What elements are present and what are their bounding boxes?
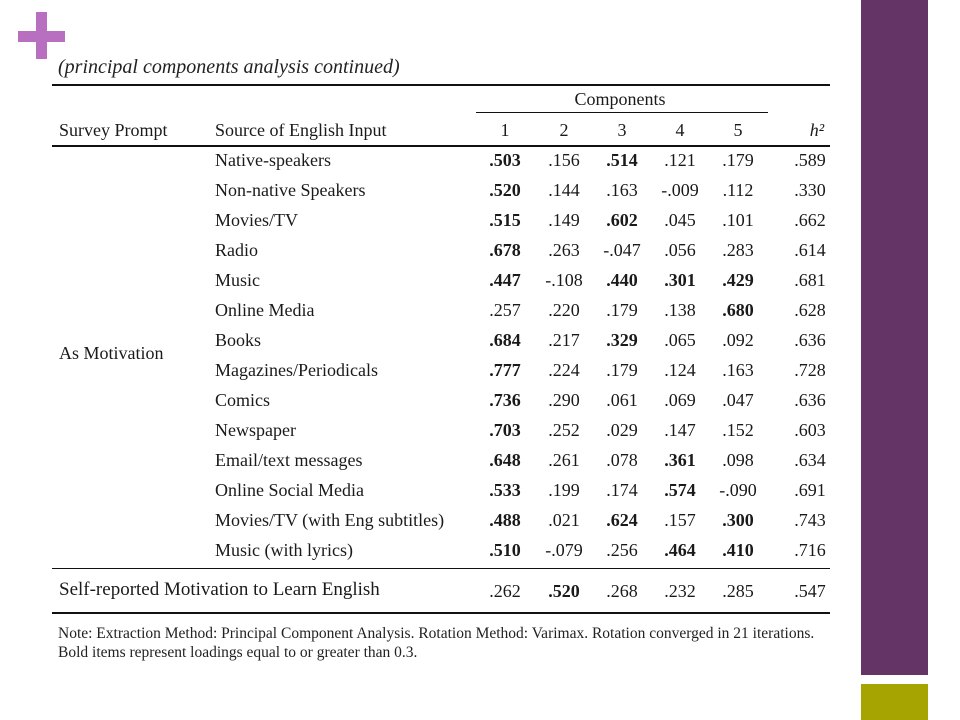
loading-cell: .112: [722, 180, 754, 200]
components-rule: [476, 112, 768, 113]
loading-cell: .300: [722, 510, 754, 530]
survey-prompt-header: Survey Prompt: [59, 120, 168, 140]
loading-cell: .179: [606, 300, 638, 320]
row-source-label: Movies/TV (with Eng subtitles): [215, 510, 445, 530]
loading-cell: .098: [722, 450, 754, 470]
loading-cell: .152: [722, 420, 754, 440]
loading-cell: .263: [548, 240, 580, 260]
summary-loading-cell: .262: [489, 581, 521, 601]
loading-cell: .101: [722, 210, 754, 230]
loading-cell: .257: [489, 300, 521, 320]
summary-loading-cell: .268: [606, 581, 638, 601]
h2-cell: .681: [794, 270, 826, 290]
summary-loading-cell: .232: [664, 581, 696, 601]
loading-cell: .440: [606, 270, 638, 290]
component-4-header: 4: [675, 120, 685, 140]
h2-cell: .636: [794, 390, 826, 410]
loading-cell: -.047: [603, 240, 641, 260]
side-accent-bar: [861, 0, 928, 675]
h2-cell: .636: [794, 330, 826, 350]
loading-cell: .503: [489, 150, 521, 170]
h2-cell: .589: [794, 150, 826, 170]
loading-cell: -.108: [545, 270, 583, 290]
loading-cell: .220: [548, 300, 580, 320]
row-source-label: Comics: [215, 390, 271, 410]
row-source-label: Email/text messages: [215, 450, 363, 470]
row-source-label: Music (with lyrics): [215, 540, 353, 560]
row-source-label: Radio: [215, 240, 258, 260]
table-note: Note: Extraction Method: Principal Component Analysis. Rotation Method: Varimax. Rotation converged in 21 iterations. Bold items represent loadings equal to or greater than 0.3.: [58, 625, 815, 661]
loading-cell: .301: [664, 270, 696, 290]
h2-cell: .634: [794, 450, 826, 470]
loading-cell: .069: [664, 390, 696, 410]
row-source-label: Online Media: [215, 300, 315, 320]
h2-cell: .614: [794, 240, 826, 260]
loading-cell: .736: [489, 390, 521, 410]
loading-cell: .144: [548, 180, 580, 200]
loading-cell: .261: [548, 450, 580, 470]
loading-cell: .290: [548, 390, 580, 410]
loading-cell: .361: [664, 450, 696, 470]
loading-cell: .777: [489, 360, 521, 380]
loading-cell: .464: [664, 540, 696, 560]
loading-cell: .703: [489, 420, 521, 440]
loading-cell: .680: [722, 300, 754, 320]
loading-cell: .163: [606, 180, 638, 200]
loading-cell: .678: [489, 240, 521, 260]
loading-cell: .157: [664, 510, 696, 530]
loading-cell: .156: [548, 150, 580, 170]
summary-loading-cell: .520: [548, 581, 580, 601]
loading-cell: .574: [664, 480, 696, 500]
summary-loading-cell: .285: [722, 581, 754, 601]
loading-cell: .514: [606, 150, 638, 170]
row-source-label: Magazines/Periodicals: [215, 360, 378, 380]
source-header: Source of English Input: [215, 120, 387, 140]
table-bottom-rule: [52, 612, 830, 614]
loading-cell: .199: [548, 480, 580, 500]
loading-cell: .056: [664, 240, 696, 260]
row-source-label: Online Social Media: [215, 480, 364, 500]
component-3-header: 3: [617, 120, 627, 140]
row-source-label: Non-native Speakers: [215, 180, 366, 200]
h2-cell: .728: [794, 360, 826, 380]
h2-cell: .691: [794, 480, 826, 500]
loading-cell: .224: [548, 360, 580, 380]
loading-cell: .174: [606, 480, 638, 500]
loading-cell: .092: [722, 330, 754, 350]
loading-cell: .078: [606, 450, 638, 470]
loading-cell: .283: [722, 240, 754, 260]
h2-cell: .330: [794, 180, 826, 200]
h2-cell: .603: [794, 420, 826, 440]
loading-cell: .163: [722, 360, 754, 380]
component-5-header: 5: [733, 120, 743, 140]
table-top-rule: [52, 84, 830, 86]
loading-cell: .121: [664, 150, 696, 170]
loading-cell: .410: [722, 540, 754, 560]
component-2-header: 2: [559, 120, 569, 140]
component-1-header: 1: [500, 120, 510, 140]
h2-cell: .662: [794, 210, 826, 230]
loading-cell: .510: [489, 540, 521, 560]
loading-cell: .179: [606, 360, 638, 380]
h2-cell: .628: [794, 300, 826, 320]
loading-cell: .061: [606, 390, 638, 410]
loading-cell: .029: [606, 420, 638, 440]
loading-cell: .602: [606, 210, 638, 230]
summary-label: Self-reported Motivation to Learn English: [59, 579, 380, 600]
loading-cell: .252: [548, 420, 580, 440]
row-source-label: Books: [215, 330, 262, 350]
loading-cell: .021: [548, 510, 580, 530]
loading-cell: .515: [489, 210, 521, 230]
components-header: Components: [574, 89, 666, 109]
loading-cell: .648: [489, 450, 521, 470]
row-source-label: Music: [215, 270, 260, 290]
plus-icon: [18, 12, 68, 62]
loading-cell: .047: [722, 390, 754, 410]
row-source-label: Newspaper: [215, 420, 296, 440]
table-caption: (principal components analysis continued): [58, 56, 400, 78]
h2-cell: .743: [794, 510, 826, 530]
row-source-label: Movies/TV: [215, 210, 298, 230]
header-bottom-rule: [52, 145, 830, 147]
loading-cell: .256: [606, 540, 638, 560]
loading-cell: .533: [489, 480, 521, 500]
loading-cell: .149: [548, 210, 580, 230]
h2-cell: .716: [794, 540, 826, 560]
loading-cell: -.079: [545, 540, 583, 560]
loading-cell: .329: [606, 330, 638, 350]
loading-cell: .624: [606, 510, 638, 530]
loading-cell: .488: [489, 510, 521, 530]
loading-cell: .147: [664, 420, 696, 440]
loading-cell: .684: [489, 330, 521, 350]
loading-cell: .138: [664, 300, 696, 320]
loading-cell: -.009: [661, 180, 699, 200]
loading-cell: .429: [722, 270, 754, 290]
loading-cell: .217: [548, 330, 580, 350]
loading-cell: .179: [722, 150, 754, 170]
summary-h2-cell: .547: [794, 581, 826, 601]
loading-cell: .045: [664, 210, 696, 230]
h2-header: h²: [809, 120, 825, 140]
side-accent-square: [861, 684, 928, 720]
row-source-label: Native-speakers: [215, 150, 331, 170]
loading-cell: .520: [489, 180, 521, 200]
loading-cell: .065: [664, 330, 696, 350]
loading-cell: .124: [664, 360, 696, 380]
loading-cell: .447: [489, 270, 521, 290]
group-label: As Motivation: [59, 343, 164, 363]
group-bottom-rule: [52, 568, 830, 569]
loading-cell: -.090: [719, 480, 757, 500]
